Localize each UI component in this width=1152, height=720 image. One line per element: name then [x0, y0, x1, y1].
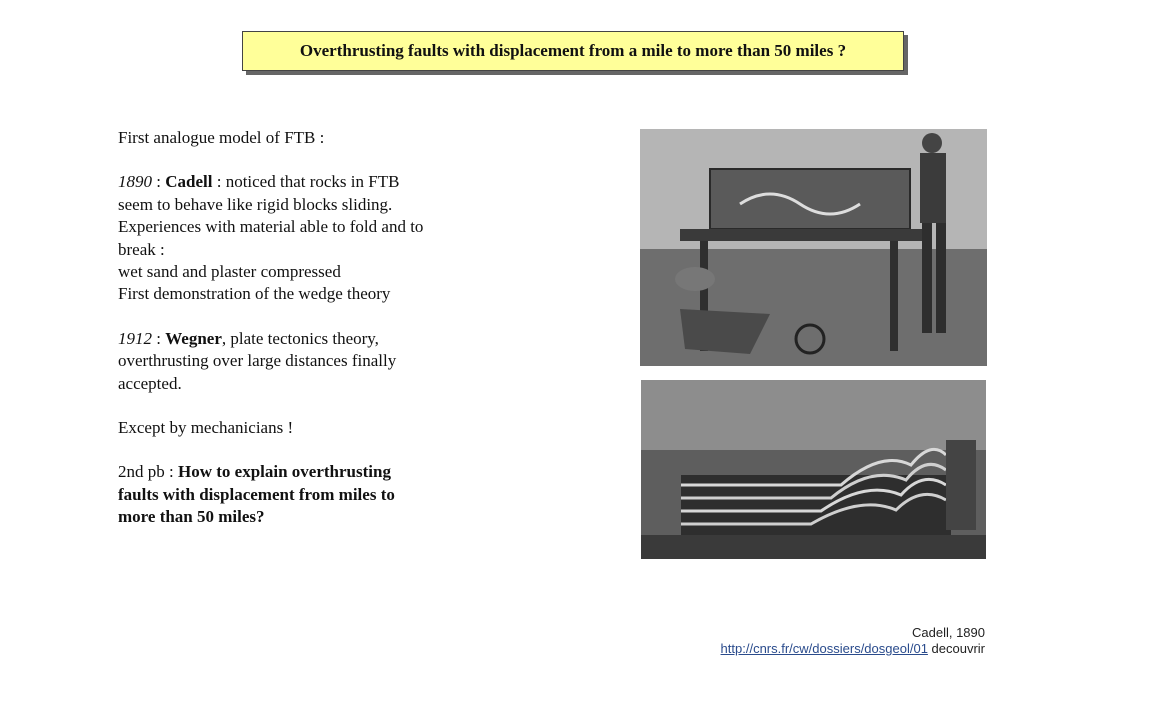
- cadell-line-3: Experiences with material able to fold and to: [118, 217, 424, 237]
- figure-caption: [721, 625, 985, 657]
- except-text: Except by mechanicians !: [118, 418, 294, 438]
- except-paragraph: [118, 417, 498, 439]
- cadell-year: 1890: [118, 172, 152, 192]
- wegner-line-3: accepted.: [118, 373, 182, 393]
- wegner-paragraph: [118, 328, 498, 395]
- body-text: [118, 127, 498, 551]
- intro-paragraph: [118, 127, 498, 149]
- problem-bold-3: more than 50 miles?: [118, 507, 265, 527]
- cadell-sep: :: [152, 172, 166, 192]
- caption-suffix: decouvrir: [927, 641, 985, 656]
- wegner-sep: :: [152, 328, 166, 348]
- sandbox-model-illustration: [641, 380, 986, 559]
- wegner-name: Wegner: [165, 328, 222, 348]
- sandbox-model-photo: [641, 380, 986, 559]
- slide-title: Overthrusting faults with displacement from a mile to more than 50 miles ?: [299, 41, 847, 60]
- wegner-text-1: , plate tectonics theory,: [221, 328, 379, 348]
- cadell-apparatus-photo: [640, 129, 987, 366]
- problem-bold-2: faults with displacement from miles to: [118, 484, 395, 504]
- problem-paragraph: [118, 461, 498, 528]
- cadell-line-1: [118, 171, 498, 193]
- wegner-line-2: overthrusting over large distances finally: [118, 351, 397, 371]
- source-link[interactable]: http://cnrs.fr/cw/dossiers/dosgeol/01: [720, 641, 928, 656]
- cadell-line-2: seem to behave like rigid blocks sliding.: [118, 194, 393, 214]
- cadell-apparatus-illustration: [640, 129, 987, 366]
- cadell-line-4: break :: [118, 239, 165, 259]
- wegner-year: 1912: [118, 328, 152, 348]
- caption-credit: Cadell, 1890: [912, 625, 985, 640]
- cadell-line-6: First demonstration of the wedge theory: [118, 284, 391, 304]
- problem-prefix: 2nd pb :: [118, 462, 178, 482]
- problem-bold-1: How to explain overthrusting: [177, 462, 391, 482]
- wegner-line-1: [118, 328, 498, 350]
- cadell-line-5: wet sand and plaster compressed: [118, 262, 341, 282]
- cadell-text-1: : noticed that rocks in FTB: [212, 172, 400, 192]
- slide-title-box: [242, 31, 904, 71]
- cadell-paragraph: [118, 171, 498, 305]
- problem-line-1: [118, 461, 498, 483]
- caption-link-line: [721, 641, 985, 657]
- intro-text: First analogue model of FTB :: [118, 128, 325, 147]
- cadell-name: Cadell: [165, 172, 213, 192]
